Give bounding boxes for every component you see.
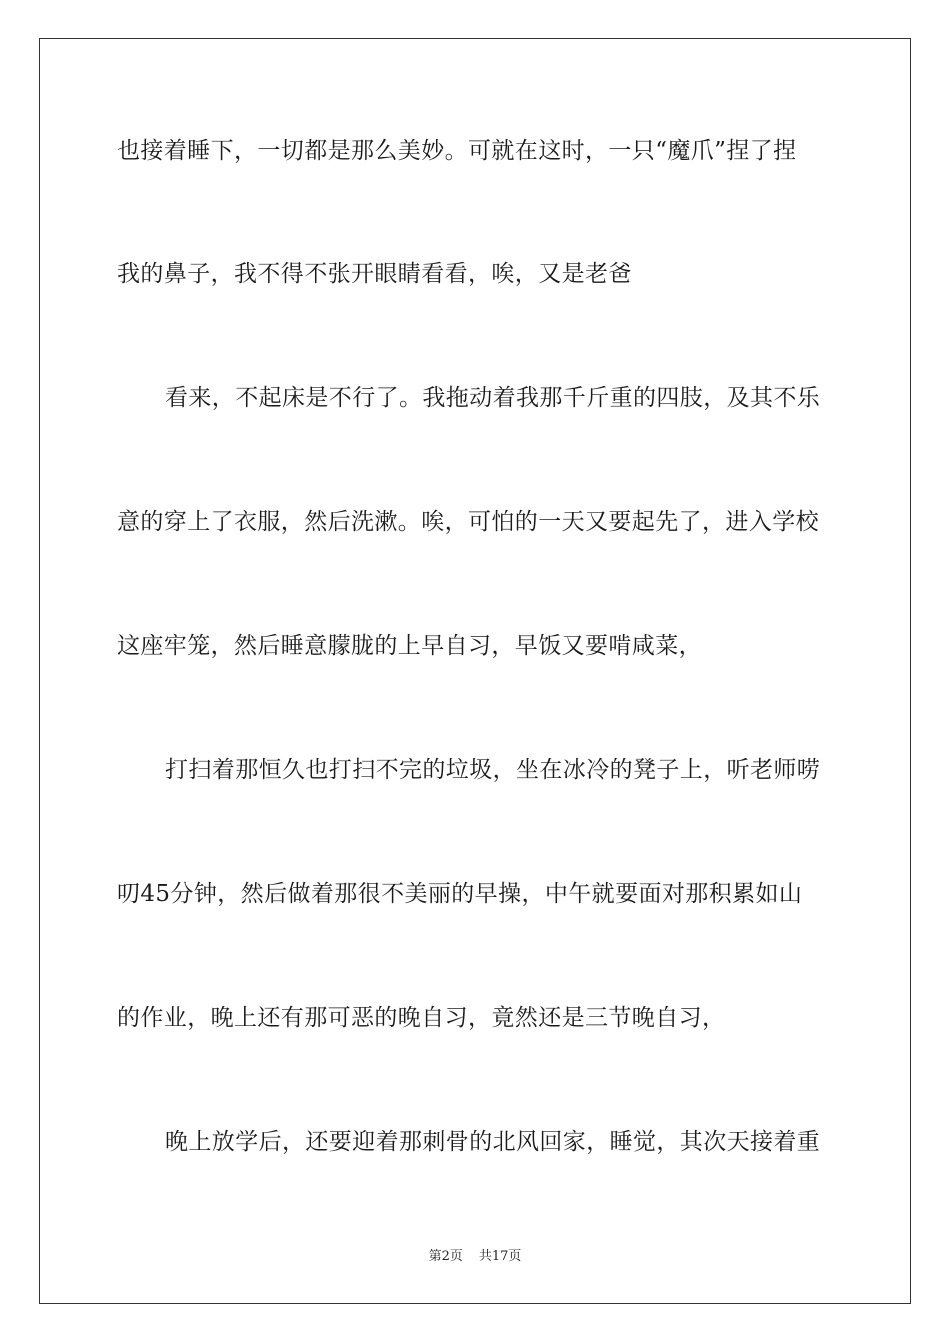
total-pages: 共17页 xyxy=(478,1249,522,1264)
text-line-2: 我的鼻子，我不得不张开眼睛看看，唉，又是老爸 xyxy=(117,261,632,287)
page-frame xyxy=(39,38,911,1304)
paragraph-first-line: 晚上放学后，还要迎着那刺骨的北风回家，睡觉，其次天接着重 xyxy=(165,1129,821,1155)
page-number: 第2页 xyxy=(428,1249,463,1264)
paragraph-first-line: 看来，不起床是不行了。我拖动着我那千斤重的四肢，及其不乐 xyxy=(165,385,821,411)
text-line-1: 也接着睡下，一切都是那么美妙。可就在这时，一只“魔爪”捏了捏 xyxy=(117,138,797,164)
text-line-5: 这座牢笼，然后睡意朦胧的上早自习，早饭又要啃咸菜， xyxy=(117,633,702,659)
page-footer xyxy=(0,1248,950,1266)
text-line-8: 的作业，晚上还有那可恶的晚自习，竟然还是三节晚自习， xyxy=(117,1005,726,1031)
text-line-7: 叨45分钟，然后做着那很不美丽的早操，中午就要面对那积累如山 xyxy=(117,881,803,907)
paragraph-first-line: 打扫着那恒久也打扫不完的垃圾，坐在冰冷的凳子上，听老师唠 xyxy=(165,757,821,783)
text-line-4: 意的穿上了衣服，然后洗漱。唉，可怕的一天又要起先了，进入学校 xyxy=(117,509,819,535)
